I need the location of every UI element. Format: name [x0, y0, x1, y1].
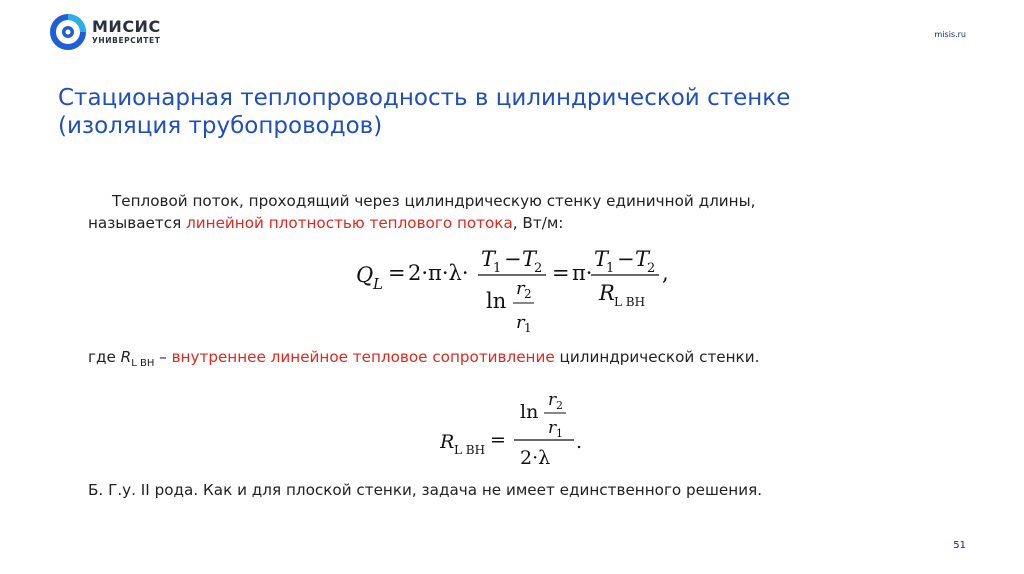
- svg-text:ln: ln: [486, 289, 507, 313]
- page-number: 51: [953, 540, 966, 551]
- svg-text:r: r: [548, 392, 557, 410]
- svg-text:1: 1: [524, 321, 532, 335]
- logo-name: МИСИС: [92, 17, 161, 37]
- definition-paragraph: [88, 190, 935, 234]
- svg-text:2: 2: [524, 287, 532, 301]
- misis-logo: [50, 14, 161, 50]
- svg-text:r: r: [548, 418, 557, 438]
- svg-text:ln: ln: [520, 401, 539, 423]
- svg-text:T: T: [594, 247, 609, 271]
- svg-text:=: =: [388, 261, 406, 285]
- highlighted-term: линейной плотностью теплового потока: [186, 214, 513, 232]
- paragraph-line-2: [88, 212, 935, 234]
- svg-text:π·: π·: [572, 261, 593, 285]
- svg-text:L: L: [373, 275, 383, 293]
- svg-text:Q: Q: [356, 263, 374, 287]
- resistance-definition: [88, 348, 988, 369]
- dash: –: [154, 348, 172, 366]
- where-prefix: где: [88, 348, 121, 366]
- svg-text:2: 2: [556, 399, 563, 412]
- title-line-1: Стационарная теплопроводность в цилиндрической стенке: [58, 85, 791, 111]
- svg-text:1: 1: [606, 261, 615, 276]
- svg-text:−: −: [504, 247, 522, 271]
- resistance-symbol: R: [120, 348, 132, 366]
- svg-text:1: 1: [556, 427, 563, 440]
- svg-text:r: r: [516, 278, 525, 299]
- svg-text:2·π·λ·: 2·π·λ·: [408, 261, 469, 285]
- svg-text:R: R: [599, 281, 615, 305]
- svg-text:1: 1: [493, 261, 502, 276]
- svg-text:2: 2: [647, 261, 656, 276]
- svg-text:2: 2: [534, 261, 543, 276]
- svg-text:T: T: [635, 247, 650, 271]
- svg-text:T: T: [522, 247, 537, 271]
- resistance-formula: [440, 392, 600, 472]
- paragraph-text: называется: [88, 214, 187, 232]
- slide-title: [58, 84, 958, 140]
- svg-text:r: r: [516, 312, 525, 333]
- svg-text:,: ,: [662, 261, 669, 285]
- resistance-subscript: L ВН: [131, 358, 155, 370]
- logo-subtitle: УНИВЕРСИТЕТ: [92, 36, 161, 46]
- svg-text:L ВН: L ВН: [614, 295, 646, 309]
- highlighted-term-2: внутреннее линейное тепловое сопротивление: [171, 348, 555, 366]
- boundary-conditions-note: Б. Г.у. II рода. Как и для плоской стенки, задача не имеет единственного решения.: [88, 481, 763, 499]
- svg-text:=: =: [490, 429, 506, 451]
- misis-logo-icon: [50, 14, 86, 50]
- svg-text:.: .: [576, 431, 583, 453]
- svg-text:−: −: [617, 247, 635, 271]
- where-suffix: цилиндрической стенки.: [554, 348, 760, 366]
- paragraph-line-1: Тепловой поток, проходящий через цилиндрическую стенку единичной длины,: [112, 192, 756, 210]
- svg-text:R: R: [440, 431, 455, 453]
- linear-heat-flux-formula: [356, 242, 676, 342]
- title-line-2: (изоляция трубопроводов): [58, 113, 383, 139]
- svg-text:=: =: [552, 261, 570, 285]
- site-link[interactable]: misis.ru: [934, 30, 966, 39]
- svg-text:L ВН: L ВН: [454, 443, 486, 457]
- paragraph-unit: , Вт/м:: [512, 214, 564, 232]
- svg-text:2·λ: 2·λ: [520, 447, 551, 469]
- svg-text:T: T: [481, 247, 496, 271]
